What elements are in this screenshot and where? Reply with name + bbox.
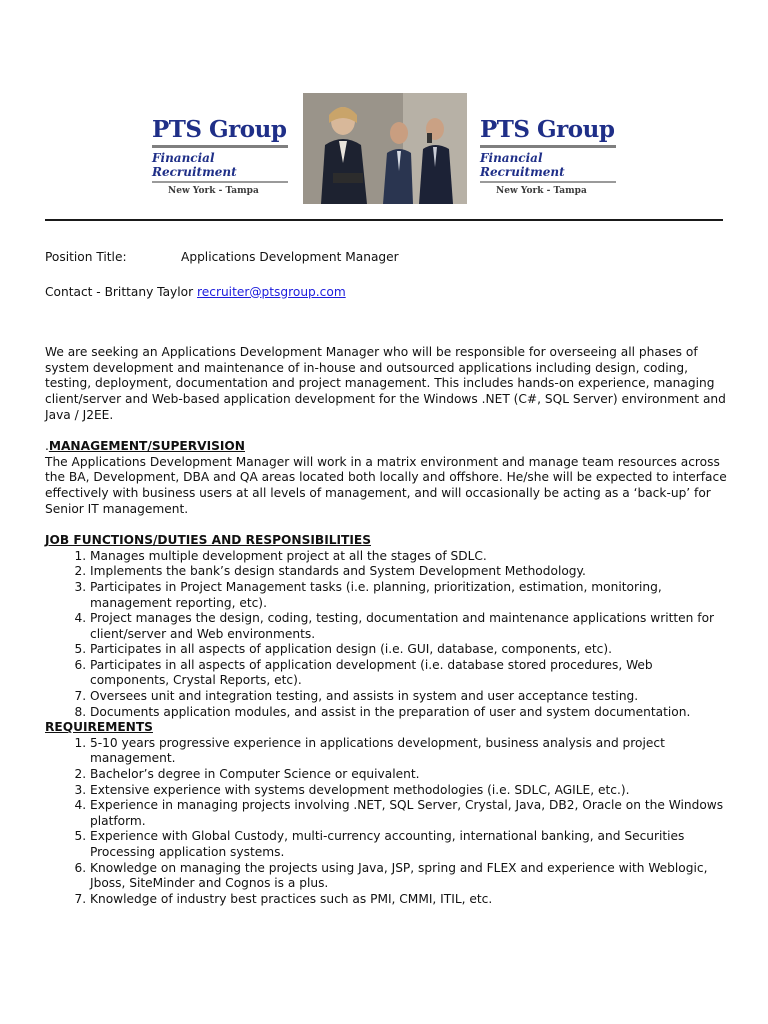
logo-subtitle: Financial Recruitment bbox=[480, 151, 565, 179]
contact-email-link[interactable]: recruiter@ptsgroup.com bbox=[197, 284, 346, 299]
management-heading: MANAGEMENT/SUPERVISION bbox=[48, 439, 245, 454]
requirements-heading: REQUIREMENTS bbox=[45, 720, 153, 735]
management-heading-line bbox=[45, 439, 735, 455]
list-item: 5. Participates in all aspects of application design (i.e. GUI, database, components, etc). bbox=[90, 642, 735, 658]
logo-name: PTS Group bbox=[480, 116, 615, 143]
list-item: 6. Participates in all aspects of application development (i.e. database stored procedures, Web components, Crystal Reports, etc). bbox=[90, 658, 735, 689]
logo-name: PTS Group bbox=[152, 116, 287, 143]
logo-rule bbox=[480, 181, 616, 183]
management-paragraph: The Applications Development Manager will work in a matrix environment and manage team resources across the BA, Development, DBA and QA areas located both locally and offshore. He/she will be expected to interface effectively with business users at all levels of management, and will occasionally be acting as a ‘back-up’ for Senior IT management. bbox=[45, 454, 727, 516]
logo-rule bbox=[480, 145, 616, 148]
list-item: 3. Participates in Project Management tasks (i.e. planning, prioritization, estimation, monitoring, management reporting, etc). bbox=[90, 580, 735, 611]
logo-subtitle: Financial Recruitment bbox=[152, 151, 237, 179]
list-item: 8. Documents application modules, and assist in the preparation of user and system documentation. bbox=[90, 705, 735, 721]
list-item: 1. Manages multiple development project at all the stages of SDLC. bbox=[90, 549, 735, 565]
position-title-label: Position Title: bbox=[45, 250, 127, 264]
list-item: 6. Knowledge on managing the projects using Java, JSP, spring and FLEX and experience with Weblogic, Jboss, SiteMinder and Cognos is a plus. bbox=[90, 861, 735, 892]
business-people-photo bbox=[303, 93, 467, 204]
photo-illustration bbox=[303, 93, 467, 204]
list-item: 7. Oversees unit and integration testing, and assists in system and user acceptance testing. bbox=[90, 689, 735, 705]
intro-paragraph: We are seeking an Applications Development Manager who will be responsible for overseeing all phases of system development and maintenance of in-house and outsourced applications including design, coding, testing, deployment, documentation and project management. This includes hands-on experience, managing client/server and Web-based application development for the Windows .NET (C#, SQL Server) environment and Java / J2EE. bbox=[45, 345, 726, 422]
contact-line bbox=[45, 285, 735, 301]
list-item: 4. Experience in managing projects involving .NET, SQL Server, Crystal, Java, DB2, Oracle on the Windows platform. bbox=[90, 798, 735, 829]
list-item: 1. 5-10 years progressive experience in applications development, business analysis and project management. bbox=[90, 736, 735, 767]
duties-list bbox=[45, 549, 735, 721]
logo-rule bbox=[152, 181, 288, 183]
management-prefix: . bbox=[45, 439, 49, 454]
job-description bbox=[45, 250, 735, 907]
header-divider bbox=[45, 219, 723, 221]
list-item: 2. Implements the bank’s design standards and System Development Methodology. bbox=[90, 564, 735, 580]
position-title-row bbox=[45, 250, 735, 266]
position-title-value: Applications Development Manager bbox=[181, 250, 399, 264]
list-item: 5. Experience with Global Custody, multi-currency accounting, international banking, and Securities Processing application systems. bbox=[90, 829, 735, 860]
logo-location: New York - Tampa bbox=[168, 186, 259, 196]
letterhead bbox=[0, 90, 768, 208]
company-logo-right bbox=[480, 118, 630, 196]
company-logo-left bbox=[152, 118, 302, 196]
list-item: 4. Project manages the design, coding, testing, documentation and maintenance applications written for client/server and Web environments. bbox=[90, 611, 735, 642]
requirements-list bbox=[45, 736, 735, 908]
list-item: 2. Bachelor’s degree in Computer Science or equivalent. bbox=[90, 767, 735, 783]
list-item: 7. Knowledge of industry best practices such as PMI, CMMI, ITIL, etc. bbox=[90, 892, 735, 908]
logo-location: New York - Tampa bbox=[496, 186, 587, 196]
logo-rule bbox=[152, 145, 288, 148]
list-item: 3. Extensive experience with systems development methodologies (i.e. SDLC, AGILE, etc.). bbox=[90, 783, 735, 799]
duties-heading: JOB FUNCTIONS/DUTIES AND RESPONSIBILITIES bbox=[45, 533, 371, 548]
contact-name: Contact - Brittany Taylor bbox=[45, 284, 194, 299]
